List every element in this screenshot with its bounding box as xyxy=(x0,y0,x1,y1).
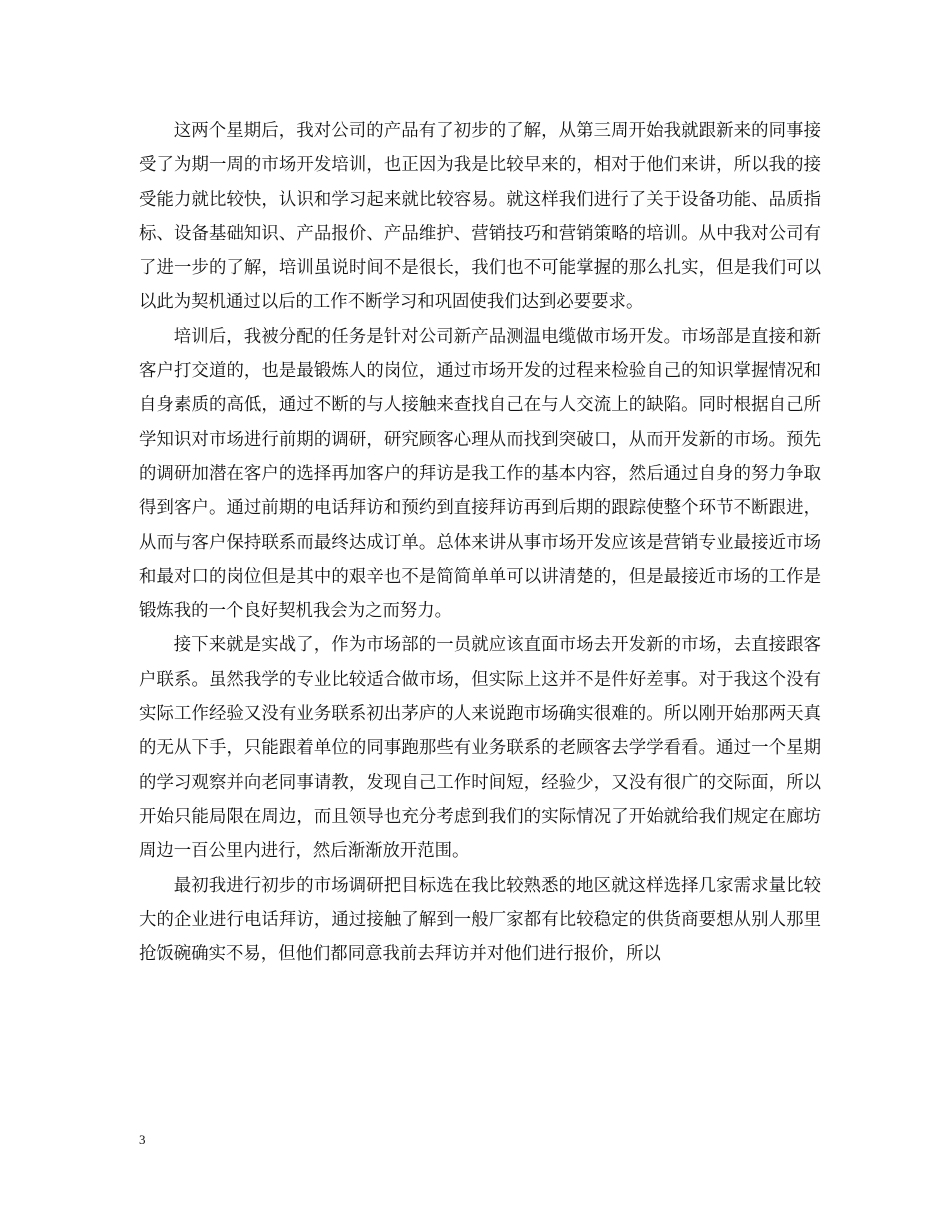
paragraph-1: 这两个星期后，我对公司的产品有了初步的了解，从第三周开始我就跟新来的同事接受了为期一周的市场开发培训，也正因为我是比较早来的，相对于他们来讲，所以我的接受能力就比较快，认识和学习起来就比较容易。就这样我们进行了关于设备功能、品质指标、设备基础知识、产品报价、产品维护、营销技巧和营销策略的培训。从中我对公司有了进一步的了解，培训虽说时间不是很长，我们也不可能掌握的那么扎实，但是我们可以以此为契机通过以后的工作不断学习和巩固使我们达到必要要求。 xyxy=(139,121,821,313)
paragraph-2: 培训后，我被分配的任务是针对公司新产品测温电缆做市场开发。市场部是直接和新客户打交道的，也是最锻炼人的岗位，通过市场开发的过程来检验自己的知识掌握情况和自身素质的高低，通过不断的与人接触来查找自己在与人交流上的缺陷。同时根据自己所学知识对市场进行前期的调研，研究顾客心理从而找到突破口，从而开发新的市场。预先的调研加潜在客户的选择再加客户的拜访是我工作的基本内容，然后通过自身的努力争取得到客户。通过前期的电话拜访和预约到直接拜访再到后期的跟踪使整个环节不断跟进，从而与客户保持联系而最终达成订单。总体来讲从事市场开发应该是营销专业最接近市场和最对口的岗位但是其中的艰辛也不是简简单单可以讲清楚的，但是最接近市场的工作是锻炼我的一个良好契机我会为之而努力。 xyxy=(139,326,821,622)
body-text xyxy=(139,114,821,971)
paragraph-3: 接下来就是实战了，作为市场部的一员就应该直面市场去开发新的市场，去直接跟客户联系。虽然我学的专业比较适合做市场，但实际上这并不是件好差事。对于我这个没有实际工作经验又没有业务联系初出茅庐的人来说跑市场确实很难的。所以刚开始那两天真的无从下手，只能跟着单位的同事跑那些有业务联系的老顾客去学学看看。通过一个星期的学习观察并向老同事请教，发现自己工作时间短，经验少，又没有很广的交际面，所以开始只能局限在周边，而且领导也充分考虑到我们的实际情况了开始就给我们规定在廊坊周边一百公里内进行，然后渐渐放开范围。 xyxy=(139,635,821,862)
paragraph-4: 最初我进行初步的市场调研把目标选在我比较熟悉的地区就这样选择几家需求量比较大的企业进行电话拜访，通过接触了解到一般厂家都有比较稳定的供货商要想从别人那里抢饭碗确实不易，但他们都同意我前去拜访并对他们进行报价，所以 xyxy=(139,875,821,965)
page-number: 3 xyxy=(139,1132,146,1147)
